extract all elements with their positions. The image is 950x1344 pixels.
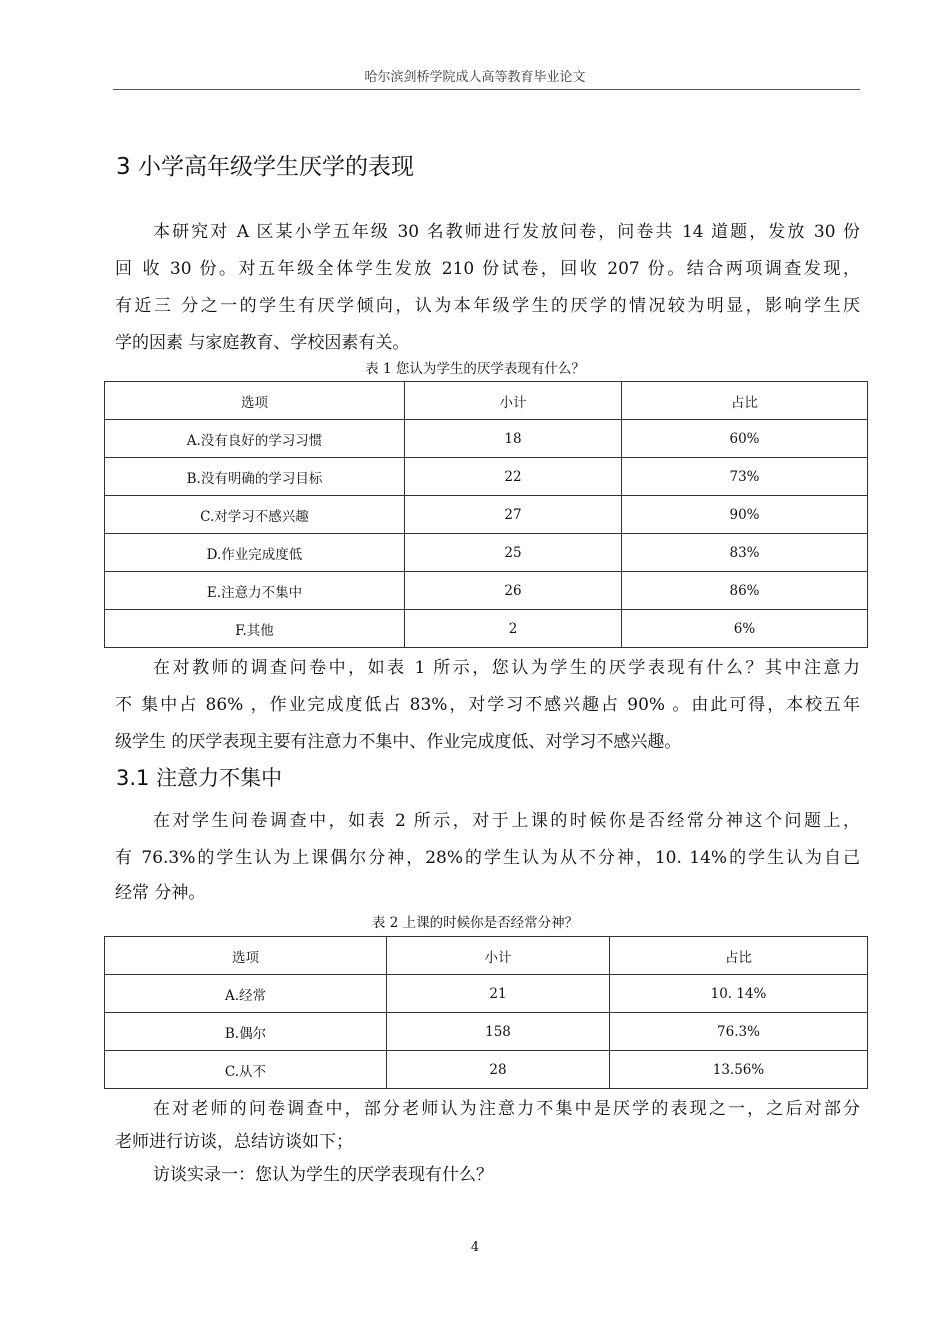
count-cell: 21 <box>387 975 610 1013</box>
text-line: 有近三 分之一的学生有厌学倾向，认为本年级学生的厌学的情况较为明显，影响学生厌 <box>115 296 860 316</box>
table1 <box>104 381 868 648</box>
text-line: 经常 分神。 <box>115 883 206 903</box>
header-cell: 占比 <box>610 937 868 975</box>
subsection-title: 3.1 注意力不集中 <box>116 766 283 790</box>
header-cell: 小计 <box>387 937 610 975</box>
percent-cell: 6% <box>622 610 868 648</box>
option-cell: B.偶尔 <box>105 1013 387 1051</box>
text-line: 回 收 30 份。对五年级全体学生发放 210 份试卷，回收 207 份。结合两项调查发现， <box>115 259 860 279</box>
table-row <box>105 1051 868 1089</box>
section-title: 3 小学高年级学生厌学的表现 <box>116 154 414 180</box>
header-cell: 占比 <box>622 382 868 420</box>
text-line: 本研究对 A 区某小学五年级 30 名教师进行发放问卷，问卷共 14 道题，发放 30 份 <box>153 222 860 242</box>
count-cell: 18 <box>405 420 622 458</box>
table-row <box>105 1013 868 1051</box>
table-header-row <box>105 937 868 975</box>
text-line: 级学生 的厌学表现主要有注意力不集中、作业完成度低、对学习不感兴趣。 <box>115 732 682 752</box>
header-cell: 选项 <box>105 937 387 975</box>
option-cell: B.没有明确的学习目标 <box>105 458 405 496</box>
text-line: 在对老师的问卷调查中，部分老师认为注意力不集中是厌学的表现之一，之后对部分 <box>153 1099 860 1119</box>
count-cell: 25 <box>405 534 622 572</box>
percent-cell: 83% <box>622 534 868 572</box>
paragraph-teacher-survey <box>115 650 860 761</box>
header-cell: 小计 <box>405 382 622 420</box>
percent-cell: 90% <box>622 496 868 534</box>
option-cell: A.经常 <box>105 975 387 1013</box>
option-cell: F.其他 <box>105 610 405 648</box>
percent-cell: 13.56% <box>610 1051 868 1089</box>
option-cell: D.作业完成度低 <box>105 534 405 572</box>
percent-cell: 76.3% <box>610 1013 868 1051</box>
text-line: 学的因素 与家庭教育、学校因素有关。 <box>115 333 410 353</box>
interview-record-title: 访谈实录一：您认为学生的厌学表现有什么？ <box>153 1165 493 1185</box>
table2-caption: 表 2 上课的时候你是否经常分神？ <box>371 915 579 931</box>
text-line: 老师进行访谈，总结访谈如下； <box>115 1132 353 1152</box>
header-cell: 选项 <box>105 382 405 420</box>
table-row <box>105 610 868 648</box>
table-row <box>105 458 868 496</box>
running-header: 哈尔滨剑桥学院成人高等教育毕业论文 <box>364 70 586 85</box>
percent-cell: 73% <box>622 458 868 496</box>
count-cell: 27 <box>405 496 622 534</box>
paragraph-student-survey <box>115 803 860 909</box>
option-cell: C.对学习不感兴趣 <box>105 496 405 534</box>
table-row <box>105 496 868 534</box>
table-row <box>105 534 868 572</box>
page-number: 4 <box>470 1240 480 1255</box>
table-row <box>105 975 868 1013</box>
count-cell: 2 <box>405 610 622 648</box>
percent-cell: 86% <box>622 572 868 610</box>
text-line: 有 76.3%的学生认为上课偶尔分神，28%的学生认为从不分神，10. 14%的学生认为自己 <box>115 848 860 868</box>
header-rule <box>113 89 860 90</box>
percent-cell: 60% <box>622 420 868 458</box>
count-cell: 22 <box>405 458 622 496</box>
paragraph-interview-intro <box>115 1093 860 1192</box>
table-header-row <box>105 382 868 420</box>
percent-cell: 10. 14% <box>610 975 868 1013</box>
table1-caption: 表 1 您认为学生的厌学表现有什么？ <box>365 361 585 377</box>
table-row <box>105 420 868 458</box>
text-line: 在对教师的调查问卷中，如表 1 所示，您认为学生的厌学表现有什么？其中注意力 <box>153 658 860 678</box>
option-cell: C.从不 <box>105 1051 387 1089</box>
count-cell: 158 <box>387 1013 610 1051</box>
option-cell: E.注意力不集中 <box>105 572 405 610</box>
table2 <box>104 936 868 1089</box>
paragraph-intro <box>115 214 860 362</box>
text-line: 不 集中占 86% ，作业完成度低占 83%，对学习不感兴趣占 90% 。由此可得，本校五年 <box>115 695 860 715</box>
text-line: 在对学生问卷调查中，如表 2 所示，对于上课的时候你是否经常分神这个问题上， <box>153 811 860 831</box>
count-cell: 26 <box>405 572 622 610</box>
option-cell: A.没有良好的学习习惯 <box>105 420 405 458</box>
table-row <box>105 572 868 610</box>
count-cell: 28 <box>387 1051 610 1089</box>
